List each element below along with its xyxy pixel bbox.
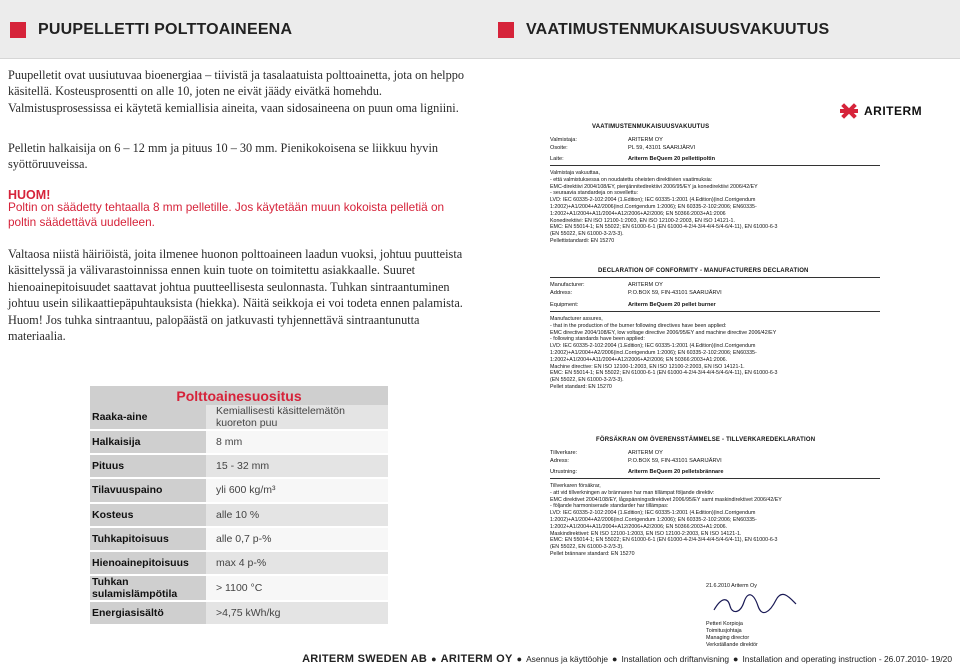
cert-body-fi: Valmistaja vakuuttaa, - että valmistuksessa on noudatettu oheisten direktiivien vaatimuksia: EMC-direktiivi 2004/108/EY, pienjännitedirektiivi 2006/95/EY ja konedirektiivi 2006/42/EY - seuraavia standardeja on sovellettu: LVD: IEC 60335-2-102:2004 (1.Edition); IEC 60335-1:2001 (4.Edition)(incl.Corrigendum 1:2002)+A1/2004+A2/2006(incl.Corrigendum 1:2006); EN 60335-2-102:2006; EN60335- 1:2002+A1/2004+A11/2004+A12/2006+A2/2006; EN 50366:2003+A1:2006 Konedirektiivi: EN ISO 12100-1:2003, EN ISO 12100-2:2003, EN ISO 14121-1. EMC: EN 55014-1; EN 55022; EN 61000-6-1 (EN 61000-4-2/4-3/4-4/4-5/4-6/4-11), EN 61000-6-3 (EN 55022, EN 61000-3-2/3-3). Pellettistandardi: EN 15270	[550, 170, 778, 244]
cert-row	[550, 290, 800, 297]
warning-heading: HUOM!	[8, 188, 51, 202]
table-key: Kosteus	[90, 503, 206, 527]
cert-value: ARITERM OY	[628, 137, 663, 143]
fuel-table	[90, 405, 388, 626]
cert-key: Adress:	[550, 458, 569, 464]
divider	[550, 165, 880, 166]
red-square-bullet	[10, 22, 26, 38]
table-key: Raaka-aine	[90, 405, 206, 430]
table-row	[90, 430, 388, 454]
cert-key: Equipment:	[550, 302, 579, 308]
cert-value: ARITERM OY	[628, 450, 663, 456]
signatory: Petteri Korpioja Toimitusjohtaja Managing director Verkställande direktör	[706, 621, 758, 648]
table-title: Polttoainesuositus	[90, 386, 388, 405]
table-value: >4,75 kWh/kg	[206, 601, 388, 625]
section-heading-right	[498, 18, 829, 42]
paragraph-text: Valtaosa niistä häiriöistä, joita ilmenee huonon polttoaineen laadun vuoksi, johtuu puutteista käsittelyssä ja välivarastoinnissa ennen kuin tuote on toimitettu asiakkaalle. Suuret hienoainepitoisuudet saattavat johtua puutteellisesta seulonnasta. Tuhkan sintraantuminen johtuu usein silikaattiepäpuhtauksista (hiekka). Näitä seikkoja ei voi todeta ennen palamista. Huom! Jos tuhka sintraantuu, palopäästä on jatkuvasti tyhjennettävä sintraantunutta materiaalia.	[8, 247, 463, 344]
cert-value: ARITERM OY	[628, 282, 663, 288]
divider	[550, 277, 880, 278]
table-key: Halkaisija	[90, 430, 206, 454]
section-heading-left	[10, 18, 292, 42]
warning-note: Poltin on säädetty tehtaalla 8 mm pelletille. Jos käytetään muun kokoista pelletiä on poltin säädettävä uudelleen.	[8, 200, 445, 229]
table-value: alle 0,7 p-%	[206, 527, 388, 551]
table-key: Tuhkan sulamislämpötila	[90, 575, 206, 601]
cert-value: Ariterm BeQuem 20 pelletsbrännare	[628, 469, 724, 475]
cert-key: Valmistaja:	[550, 137, 577, 143]
certificate-scan	[478, 72, 956, 650]
table-value: max 4 p-%	[206, 551, 388, 575]
cert-body-sv: Tillverkaren försäkrar, - att vid tillverkningen av brännaren har man tillämpat följande direktiv: EMC direktivet 2004/108/EY, lågspänningsdirektivet 2006/95/EY samt maskindirektivet 2006/42/EY - följande harmoniserade standarder har tillämpas: LVD: IEC 60335-2-102:2004 (1.Edition); IEC 60335-1:2001 (4.Edition)(incl.Corrigendum 1:2002)+A1/2004+A2/2006(incl.Corrigendum 1:2006); EN 60335-2-102:2006; EN60335- 1:2002+A1/2004+A11/2004+A12/2006+A2/2006; EN 50366:2003+A1:2006. Maskindirektivet: EN ISO 12100-1:2003, EN ISO 12100-2:2003, EN ISO 14121-1. EMC: EN 55014-1; EN 55022; EN 61000-6-1 (EN 61000-4-2/4-3/4-4/4-5/4-6/4-11), EN 61000-6-3 (EN 55022, EN 61000-3-2/3-3). Pellet brännare standard: EN 15270	[550, 483, 782, 557]
cert-key: Utrustning:	[550, 469, 578, 475]
table-row	[90, 601, 388, 625]
table-key: Tilavuuspaino	[90, 478, 206, 502]
date-place: 21.6.2010 Ariterm Oy	[706, 583, 757, 589]
cert-row	[550, 302, 800, 309]
table-value: 8 mm	[206, 430, 388, 454]
cert-title-sv: FÖRSÄKRAN OM ÖVERENSSTÄMMELSE - TILLVERKAREDEKLARATION	[596, 437, 816, 443]
table-value: Kemiallisesti käsittelemätön kuoreton puu	[206, 405, 388, 430]
cert-row	[550, 282, 800, 289]
signature-icon	[710, 592, 800, 616]
footer-item: Installation and operating instruction - 26.07.2010- 19/20	[742, 654, 952, 664]
table-row	[90, 478, 388, 502]
cert-key: Manufacturer:	[550, 282, 585, 288]
table-row	[90, 405, 388, 430]
cert-row	[550, 145, 800, 152]
bullet-icon: ●	[612, 654, 618, 664]
cert-title-fi: VAATIMUSTENMUKAISUUSVAKUUTUS	[592, 124, 710, 130]
cert-key: Address:	[550, 290, 573, 296]
cert-key: Tillverkare:	[550, 450, 578, 456]
logo-text: ARITERM	[864, 104, 923, 118]
table-row	[90, 503, 388, 527]
bullet-icon: ●	[431, 654, 437, 664]
cert-key: Osoite:	[550, 145, 568, 151]
disturbance-paragraph	[8, 246, 470, 344]
footer-item: Asennus ja käyttöohje	[526, 654, 609, 664]
cert-title-en: DECLARATION OF CONFORMITY - MANUFACTURERS DECLARATION	[598, 268, 809, 274]
size-paragraph	[8, 140, 470, 173]
cert-row	[550, 469, 800, 476]
intro-paragraph	[8, 67, 470, 116]
cert-row	[550, 458, 800, 465]
paragraph-text: Pelletin halkaisija on 6 – 12 mm ja pituus 10 – 30 mm. Pienikokoisena se liikkuu hyvin syöttöruuveissa.	[8, 141, 439, 172]
cert-key: Laite:	[550, 156, 564, 162]
red-square-bullet	[498, 22, 514, 38]
section-title: VAATIMUSTENMUKAISUUSVAKUUTUS	[526, 21, 830, 38]
table-row	[90, 454, 388, 478]
cert-value: PL 59, 43101 SAARIJÄRVI	[628, 145, 696, 151]
cert-value: P.O.BOX 59, FIN-43101 SAARIJÄRVI	[628, 458, 722, 464]
table-value: alle 10 %	[206, 503, 388, 527]
table-row	[90, 527, 388, 551]
cert-row	[550, 156, 800, 163]
bullet-icon: ●	[733, 654, 739, 664]
divider	[550, 478, 880, 479]
table-key: Pituus	[90, 454, 206, 478]
page-footer	[290, 652, 952, 666]
table-row	[90, 551, 388, 575]
table-key: Energiasisältö	[90, 601, 206, 625]
cert-row	[550, 450, 800, 457]
footer-brand: ARITERM SWEDEN AB	[302, 653, 428, 665]
footer-brand: ARITERM OY	[440, 653, 513, 665]
table-key: Tuhkapitoisuus	[90, 527, 206, 551]
table-key: Hienoainepitoisuus	[90, 551, 206, 575]
table-value: > 1100 °C	[206, 575, 388, 601]
paragraph-text: Puupelletit ovat uusiutuvaa bioenergiaa – tiivistä ja tasalaatuista polttoainetta, jota on helppo käsitellä. Kosteusprosentti on alle 10, joten ne eivät jäädy eivätkä homehdu. Valmistusprosessissa ei käytetä kemiallisia aineita, vaan sidosaineena on puun oma ligniini.	[8, 68, 465, 115]
fuel-recommendation-table	[90, 386, 388, 626]
cert-row	[550, 137, 800, 144]
table-value: yli 600 kg/m³	[206, 478, 388, 502]
footer-item: Installation och driftanvisning	[621, 654, 730, 664]
cert-value: Ariterm BeQuem 20 pellettipoltin	[628, 156, 716, 162]
bullet-icon: ●	[516, 654, 523, 664]
ariterm-logo	[840, 102, 922, 120]
divider	[550, 311, 880, 312]
cert-value: P.O.BOX 59, FIN-43101 SAARIJÄRVI	[628, 290, 722, 296]
table-value: 15 - 32 mm	[206, 454, 388, 478]
section-title: PUUPELLETTI POLTTOAINEENA	[38, 21, 293, 38]
logo-mark-icon	[840, 102, 858, 120]
table-row	[90, 575, 388, 601]
cert-value: Ariterm BeQuem 20 pellet burner	[628, 302, 716, 308]
cert-body-en: Manufacturer assures, - that in the production of the burner following directives have been applied: EMC directive 2004/108/EY, low voltage directive 2006/95/EY and machine directive 2006/42/EY - following standards have been applied: LVD: IEC 60335-2-102:2004 (1.Edition); IEC 60335-1:2001 (4.Edition)(incl.Corrigendum 1:2002)+A1/2004+A2/2006(incl.Corrigendum 1:2006); EN 60335-2-102:2006; EN60335- 1:2002+A1/2004+A11/2004+A12/2006+A2/2006; EN 50366:2003+A1:2006. Machine directive: EN ISO 12100-1:2003, EN ISO 12100-2:2003, EN ISO 14121-1. EMC: EN 55014-1; EN 55022; EN 61000-6-1 (EN 61000-4-2/4-3/4-4/4-5/4-6/4-11), EN 61000-6-3 (EN 55022, EN 61000-3-2/3-3). Pellet standard: EN 15270	[550, 316, 778, 390]
